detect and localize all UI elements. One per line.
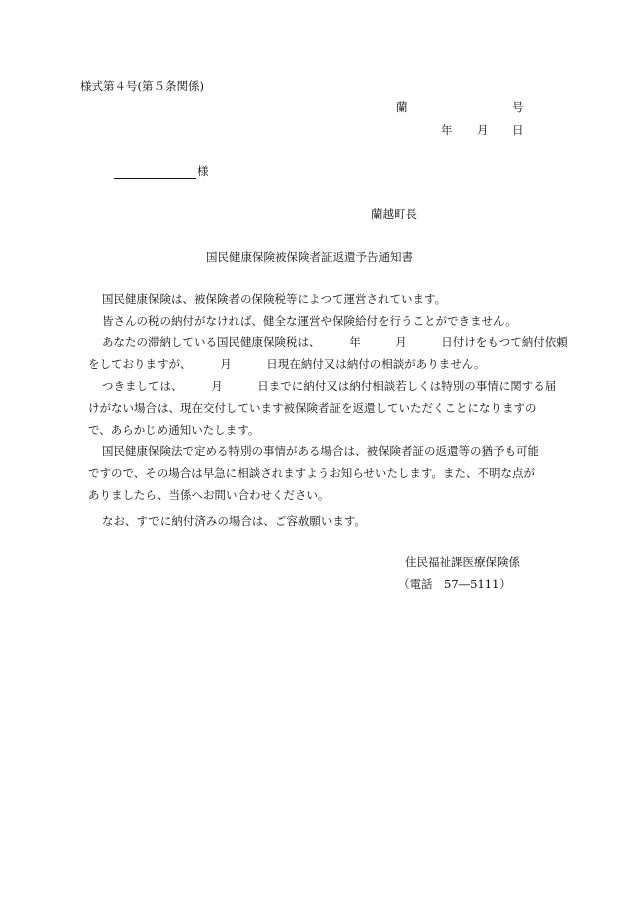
sender-name: 蘭越町長 (371, 207, 417, 221)
body-paragraph-4-line-2: けがない場合は、現在交付しています被保険者証を返還していただくことになりますの (88, 401, 537, 415)
document-title: 国民健康保険被保険者証返還予告通知書 (206, 250, 413, 264)
form-number: 様式第４号(第５条関係) (80, 79, 204, 93)
date-day-label: 日 (512, 123, 524, 137)
contact-department: 住民福祉課医療保険係 (405, 555, 520, 569)
document-number-suffix: 号 (512, 100, 524, 114)
date-month-label: 月 (477, 123, 489, 137)
document-number-prefix: 蘭 (396, 100, 408, 114)
addressee-honorific: 様 (197, 164, 209, 178)
body-paragraph-1: 国民健康保険は、被保険者の保険税等によつて運営されています。 (102, 292, 447, 306)
date-year-label: 年 (441, 123, 453, 137)
contact-phone: （電話 57―5111） (398, 577, 511, 591)
body-paragraph-4-line-1: つきましては、 月 日までに納付又は納付相談若しくは特別の事情に関する届 (102, 379, 557, 393)
body-paragraph-3-line-2: をしておりますが、 月 日現在納付又は納付の相談がありません。 (88, 357, 486, 371)
body-paragraph-5-line-3: ありましたら、当係へお問い合わせください。 (88, 488, 330, 502)
body-paragraph-5-line-2: ですので、その場合は早急に相談されますようお知らせいたします。また、不明な点が (88, 466, 536, 480)
body-paragraph-4-line-3: で、あらかじめ通知いたします。 (88, 423, 260, 437)
body-paragraph-6: なお、すでに納付済みの場合は、ご容赦願います。 (102, 514, 366, 528)
addressee-name-line (114, 168, 196, 179)
body-paragraph-5-line-1: 国民健康保険法で定める特別の事情がある場合は、被保険者証の返還等の猶予も可能 (102, 444, 539, 458)
body-paragraph-2: 皆さんの税の納付がなければ、健全な運営や保険給付を行うことができません。 (102, 314, 517, 328)
body-paragraph-3-line-1: あなたの滞納している国民健康保険税は、 年 月 日付けをもつて納付依頼 (102, 335, 568, 349)
